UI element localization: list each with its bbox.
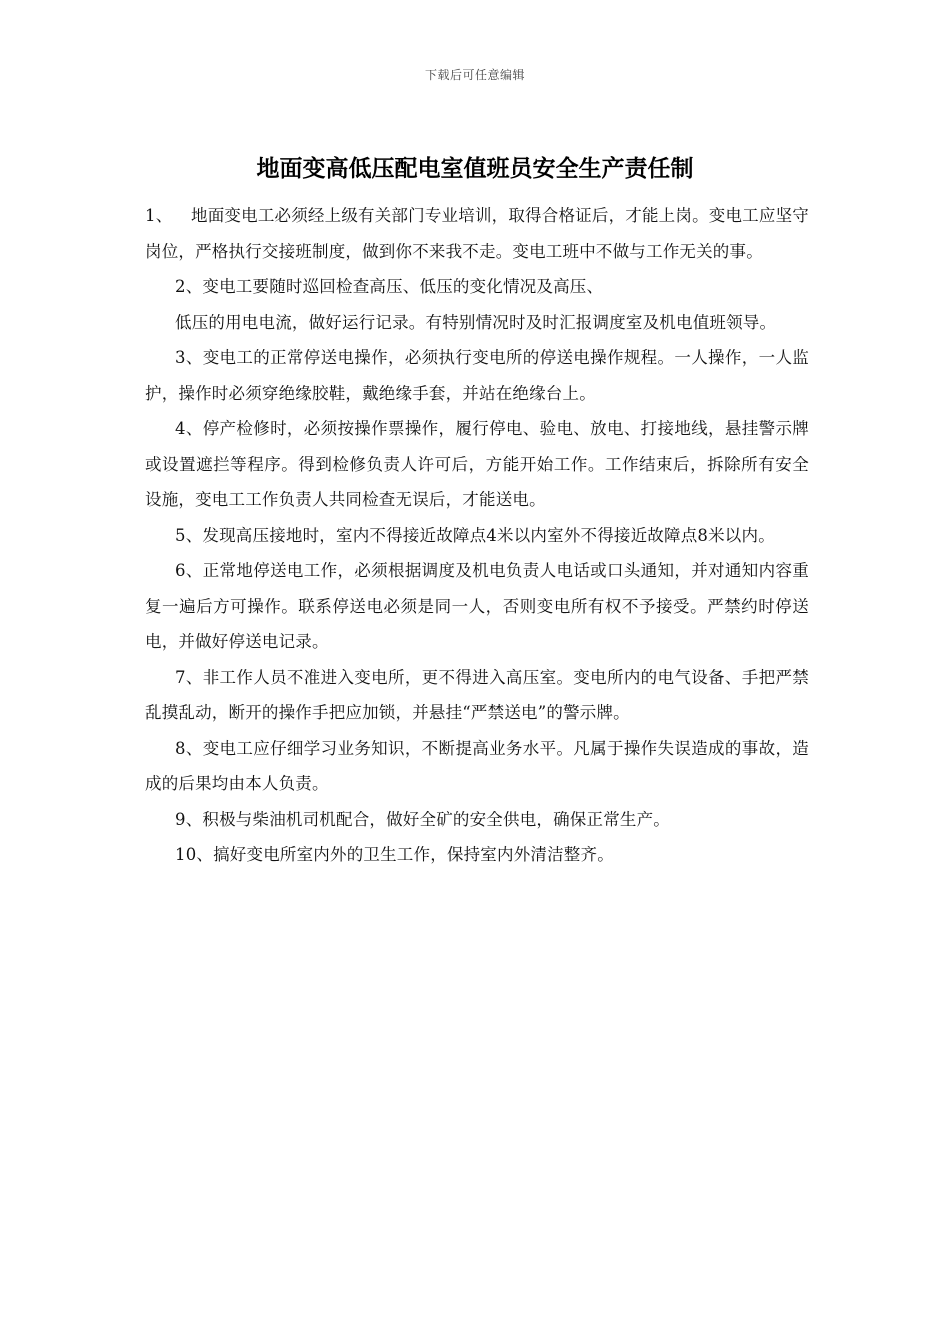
clause-2-line-2: 低压的用电电流，做好运行记录。有特别情况时及时汇报调度室及机电值班领导。 bbox=[175, 312, 777, 332]
clause-3: 3、变电工的正常停送电操作，必须执行变电所的停送电操作规程。一人操作，一人监护，操作时必须穿绝缘胶鞋，戴绝缘手套，并站在绝缘台上。 bbox=[145, 348, 809, 403]
clause-7: 7、非工作人员不准进入变电所，更不得进入高压室。变电所内的电气设备、手把严禁乱摸乱动，断开的操作手把应加锁，并悬挂“严禁送电”的警示牌。 bbox=[145, 667, 809, 722]
clause-4: 4、停产检修时，必须按操作票操作，履行停电、验电、放电、打接地线，悬挂警示牌或设置遮拦等程序。得到检修负责人许可后，方能开始工作。工作结束后，拆除所有安全设施，变电工工作负责人共同检查无误后，才能送电。 bbox=[145, 419, 809, 509]
clause-1 bbox=[145, 198, 809, 269]
document-title: 地面变高低压配电室值班员安全生产责任制 bbox=[256, 156, 694, 182]
clause-1-text: 地面变电工必须经上级有关部门专业培训，取得合格证后，才能上岗。变电工应坚守岗位，严格执行交接班制度，做到你不来我不走。变电工班中不做与工作无关的事。 bbox=[145, 206, 809, 261]
document-body bbox=[145, 198, 809, 873]
clause-6: 6、正常地停送电工作，必须根据调度及机电负责人电话或口头通知，并对通知内容重复一遍后方可操作。联系停送电必须是同一人，否则变电所有权不予接受。严禁约时停送电，并做好停送电记录。 bbox=[145, 561, 809, 651]
header-note: 下载后可任意编辑 bbox=[424, 68, 525, 82]
clause-9: 9、积极与柴油机司机配合，做好全矿的安全供电，确保正常生产。 bbox=[175, 809, 670, 829]
clause-2-line-1: 2、变电工要随时巡回检查高压、低压的变化情况及高压、 bbox=[175, 277, 604, 296]
clause-10: 10、搞好变电所室内外的卫生工作，保持室内外清洁整齐。 bbox=[175, 845, 614, 864]
clause-1-number: 1、 bbox=[145, 206, 173, 225]
clause-5: 5、发现高压接地时，室内不得接近故障点4米以内室外不得接近故障点8米以内。 bbox=[175, 525, 775, 545]
clause-8: 8、变电工应仔细学习业务知识，不断提高业务水平。凡属于操作失误造成的事故，造成的后果均由本人负责。 bbox=[145, 738, 809, 793]
